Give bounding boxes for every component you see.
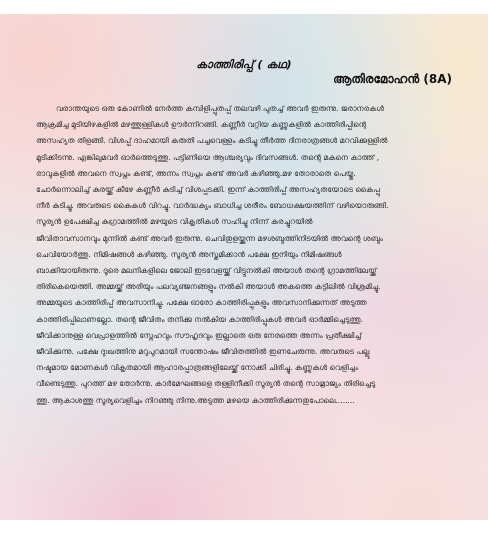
body-line: അസഹ്യത തിളങ്ങി. വിശപ്പ് ദാഹമായി കരുതി പച്ചവെള്ളം കുടിച്ചു തീർത്ത ദിനരാത്രങ്ങൾ മറവിക്കുള്ളിൽ	[36, 136, 388, 146]
body-line: നീർ കുടിച്ചു. അവരുടെ കൈകൾ വിറച്ചു. വാർദ്ധക്യം ബാധിച്ച ശരീരം ബോധക്ഷയത്തിന് വഴിയൊരുങ്ങി.	[36, 201, 389, 211]
body-line: ത്തു. ആകാശത്തു സൂര്യവെളിച്ചം നിറഞ്ഞു നിന്നു.അടുത്ത മഴയെ കാത്തിരിക്കുന്നതുപോലെ........	[36, 395, 355, 405]
body-line: കാത്തിരിപ്പിലാണല്ലോ. തന്റെ ജീവിതം തനിക്കു നൽകിയ കാത്തിരിപ്പുകൾ അവർ ഓർമ്മിച്ചെടുത്തു.	[36, 314, 363, 324]
body-line: ജീവിതാവസാനവും മുന്നിൽ കണ്ട് അവർ ഇരുന്നു. ചെവിതുളയ്ക്കുന്ന മഴശബ്ദത്തിനിടയിൽ അവന്റെ ശബ്ദം	[36, 233, 383, 243]
author-name: ആതിരമോഹൻ (8A)	[333, 72, 452, 86]
body-line: സൂര്യൻ ഉപേക്ഷിച്ച കുഗ്രാമത്തിൽ മഴയുടെ വികൃതികൾ സഹിച്ചു നിന്ന് കുരച്ചുറയിൽ	[36, 217, 313, 227]
body-line: തിരികെയെത്തി. അമ്മയ്ക്ക് അരിയും പലവ്യഞ്ജനങ്ങളും നൽകി അയാൾ അകത്തെ കട്ടിലിൽ വിശ്രമിച്ചു.	[36, 282, 381, 292]
body-line: രാവുകളിൽ അവനെ സ്വപ്നം കണ്ട്, അന്നം സ്വപ്നം കണ്ട് അവർ കഴിഞ്ഞു.മഴ തോരാതെ പെയ്തു.	[36, 168, 356, 178]
body-line: ബാക്കിയായിരുന്നു. ദൂരെ മലനികളിലെ ജോലി ഇടവേളയ്ക്ക് വിട്ടുനൽകി അയാൾ തന്റെ ഗ്രാമത്തിലേയ്ക്ക്	[36, 266, 377, 276]
body-line: ചോർന്നൊലിച്ച് കുരയ്ക്ക് കീഴേ കണ്ണീർ കുടിച്ച് വിശപ്പടക്കി. ഇന്ന് കാത്തിരിപ്പ് അസഹ്യതയോടെ കൈപ്പു	[36, 185, 380, 195]
body-line: നഷ്ടമായ മോണകൾ വികൃതമായി ആഹാരപ്പാത്രങ്ങളിലേയ്ക്ക് നോക്കി ചിരിച്ചു. കണ്ണുകൾ വെളിച്ചം	[36, 363, 359, 373]
body-line: ജീവിക്കാനുള്ള വെപ്രാളത്തിൽ സ്നേഹവും സൗഹൃദവും ഇല്ലാതെ ഒരു നേരത്തെ അന്നം പ്രതീക്ഷിച്ച്	[36, 330, 362, 340]
story-body	[36, 101, 454, 409]
body-line: വീണ്ടെടുത്തു. പുറത്ത് മഴ തോർന്നു. കാർമേഘങ്ങളെ തള്ളിനീക്കി സൂര്യൻ തന്റെ സാമ്രാജ്യം തിരിച്ചെടു	[36, 379, 376, 389]
body-line: ജീവിക്കുന്നു. പക്ഷേ ദുഃഖത്തിനു മറുപുറമായി സന്തോഷം ജീവിതത്തിൽ ഇണചേരുന്നു. അവരുടെ പല്ലു	[36, 347, 370, 357]
body-line: വരാന്തയുടെ ഒരു കോണിൽ നേർത്ത കമ്പിളിപ്പുതപ്പ് തലവഴി പുതച്ച് അവർ ഇരുന്നു. ജരാനരകൾ	[56, 104, 385, 113]
body-line: ചെവിയോർത്തു. നിമിഷങ്ങൾ കഴിഞ്ഞു. സൂര്യൻ അസ്തമിക്കാൻ പക്ഷേ ഇനിയും നിമിഷങ്ങൾ	[36, 249, 342, 259]
story-title: കാത്തിരിപ്പ് ( കഥ)	[196, 58, 292, 71]
body-line: അമ്മയുടെ കാത്തിരിപ്പ് അവസാനിച്ചു. പക്ഷേ ഓരോ കാത്തിരിപ്പുകളും അവസാനിക്കുന്നത് അടുത്ത	[36, 298, 367, 308]
body-line: ആക്രമിച്ച മുടിയിഴകളിൽ മഴത്തുള്ളികൾ ഊർന്നിറങ്ങി. കണ്ണീർ വറ്റിയ കണ്ണുകളിൽ കാത്തിരിപ്പിന്റെ	[36, 120, 367, 130]
body-line: മൂടിക്കിടന്നു. എങ്കിലുമവർ ഓർത്തെടുത്തു. പട്ടിണിയെ ആശ്ചര്യവും ദിവസങ്ങൾ. തന്റെ മകനെ കാത്ത് ,	[36, 152, 380, 162]
